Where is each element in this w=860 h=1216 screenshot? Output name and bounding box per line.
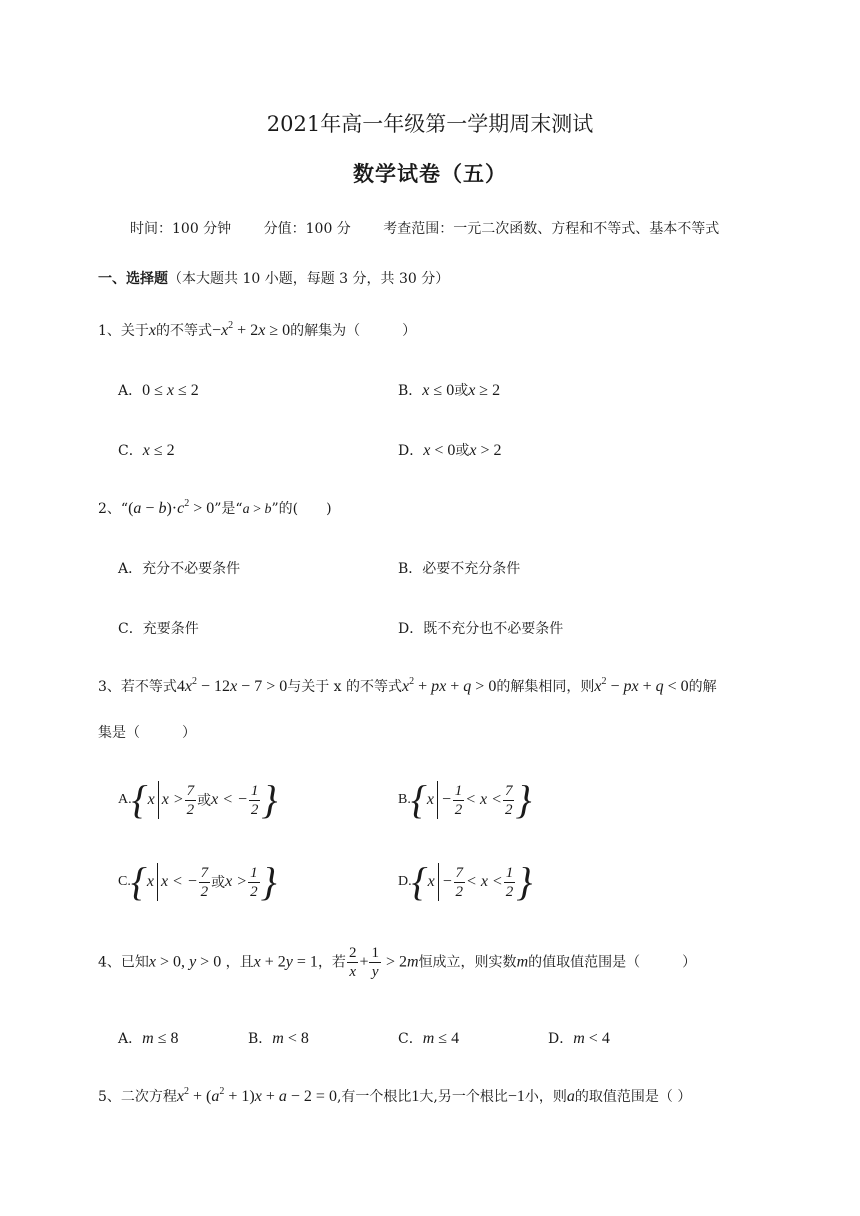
question-5: 5、二次方程$x^2 + (a^2 + 1)x + a - 2 = 0$,有一个根比1大,另一个根比−1小，则a的取值范围是（ ） [98,1086,692,1105]
q4-option-b[interactable]: B．m < 8 [248,1030,309,1047]
exam-info [130,218,747,238]
q4-option-c[interactable]: C．m ≤ 4 [398,1030,460,1047]
exam-score: 分值：100 分 [263,221,351,237]
section-heading [98,268,449,288]
exam-scope: 考查范围：一元二次函数、方程和不等式、基本不等式 [383,221,720,237]
q2-option-d[interactable]: D．既不充分也不必要条件 [398,621,564,637]
q2-option-b[interactable]: B．必要不充分条件 [398,561,521,577]
q4-option-a[interactable]: A．m ≤ 8 [118,1030,179,1047]
page-title: 2021年高一年级第一学期周末测试 [266,112,594,136]
question-1: 1、关于x的不等式$-x^2 + 2x \ge 0$的解集为（ ） [98,320,417,339]
q1-option-b[interactable]: B．x ≤ 0或x ≥ 2 [398,382,501,399]
q3-option-b[interactable]: B. { x − $\frac{1}{2}$ < x < $\frac{7}{2}$ } [398,777,532,822]
exam-time: 时间：100 分钟 [130,221,232,237]
question-2: 2、“$(a - b)\cdot c^2 > 0$”是“a > b”的( ) [98,498,332,517]
question-3-line2: 集是（ ） [98,725,196,741]
question-3: 3、若不等式$4x^2 - 12x - 7 > 0$与关于 x 的不等式$x^2$ + px + q > 0的解集相同，则$x^2$ − px + q < 0的解 [98,676,717,695]
q2-option-c[interactable]: C．充要条件 [118,621,199,637]
q1-option-a[interactable]: A．0 ≤ x ≤ 2 [118,382,199,399]
q1-option-d[interactable]: D．x < 0或x > 2 [398,442,502,459]
q4-option-d[interactable]: D．m < 4 [548,1030,610,1047]
q3-option-c[interactable]: C. { x x < − $\frac{7}{2}$ 或 x > $\frac{1}{2}$ } [118,859,277,904]
exam-subtitle: 数学试卷（五） [353,161,507,186]
q2-option-a[interactable]: A．充分不必要条件 [118,561,241,577]
section-title: 一、选择题 [98,271,168,287]
q1-option-c[interactable]: C．x ≤ 2 [118,442,175,459]
question-4: 4、已知x > 0, y > 0 ，且x + 2y = 1，若 $\frac{2}{x}$ + $\frac{1}{y}$ > 2m恒成立，则实数m的值取值范围是（ ） [98,945,697,980]
q3-option-a[interactable]: A. { x x > $\frac{7}{2}$ 或 x < − $\frac{1}{2}$ } [118,777,278,822]
q3-option-d[interactable]: D. { x − $\frac{7}{2}$ < x < $\frac{1}{2}$ } [398,859,533,904]
section-note: （本大题共 10 小题，每题 3 分，共 30 分） [168,271,450,287]
